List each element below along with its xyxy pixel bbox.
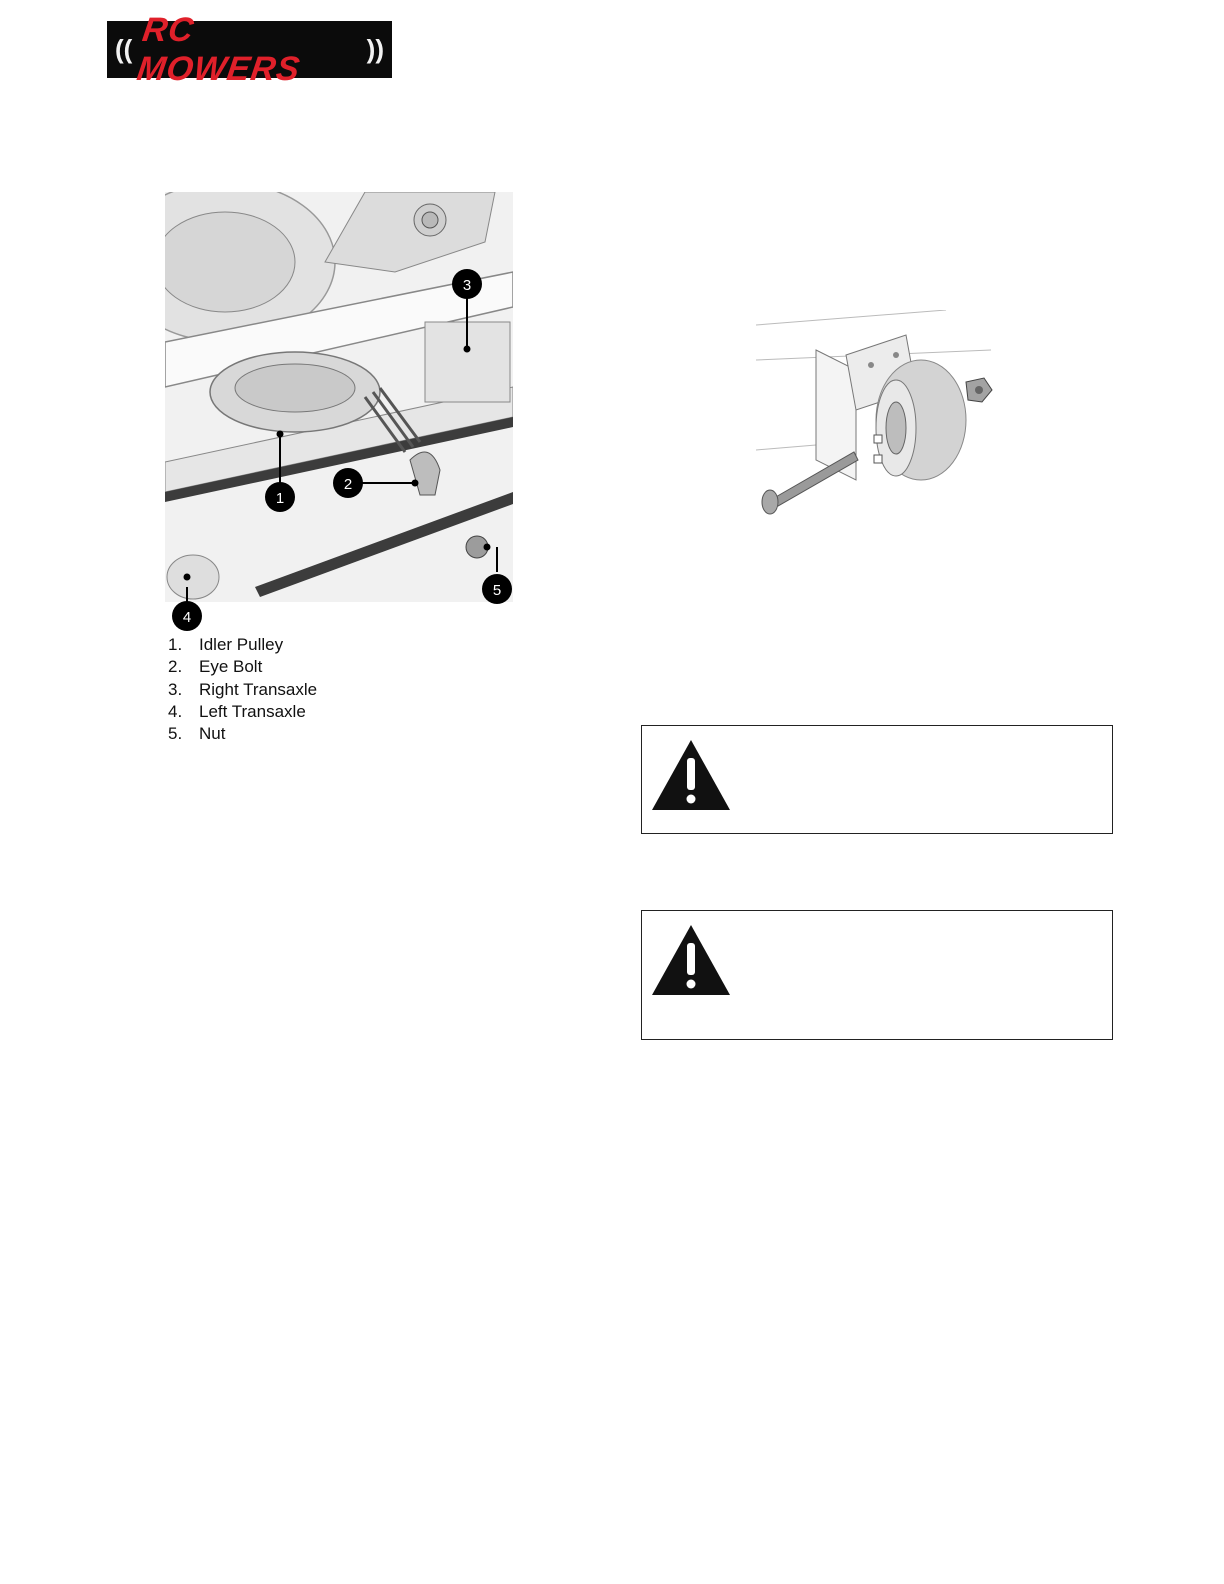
callout-3 <box>452 269 482 299</box>
rc-mowers-logo <box>107 10 392 88</box>
legend-label: Right Transaxle <box>199 679 318 699</box>
warning-triangle-icon <box>650 738 732 812</box>
deck-wheel-figure <box>756 310 996 520</box>
legend-number: 1. <box>168 635 183 654</box>
callout-4 <box>172 601 202 631</box>
legend-label: Left Transaxle <box>199 701 306 721</box>
logo-text: RC MOWERS <box>134 10 304 88</box>
warning-box <box>641 910 1113 1040</box>
warning-box <box>641 725 1113 834</box>
svg-text:4: 4 <box>182 609 192 626</box>
legend-number: 2. <box>168 657 183 677</box>
legend-label: Eye Bolt <box>199 657 263 677</box>
legend-item <box>168 723 317 745</box>
mower-underside-figure <box>165 192 513 632</box>
warning-triangle-icon <box>650 923 732 997</box>
logo-wave-right: )) <box>366 34 384 64</box>
legend-item <box>168 656 317 678</box>
svg-text:2: 2 <box>343 476 353 493</box>
legend-number: 5. <box>168 724 183 744</box>
callout-2 <box>333 468 363 498</box>
svg-text:3: 3 <box>462 277 472 294</box>
legend-item <box>168 679 317 701</box>
legend-label: Nut <box>199 724 226 744</box>
legend-item <box>168 634 317 656</box>
legend-number: 4. <box>168 701 183 721</box>
legend-number: 3. <box>168 679 183 699</box>
legend-label: Idler Pulley <box>199 635 284 654</box>
svg-text:5: 5 <box>492 582 502 599</box>
figure-legend <box>168 634 317 745</box>
svg-text:1: 1 <box>275 490 285 507</box>
legend-item <box>168 701 317 723</box>
logo-wave-left: (( <box>115 34 133 64</box>
callout-5 <box>482 574 512 604</box>
callout-1 <box>265 482 295 512</box>
